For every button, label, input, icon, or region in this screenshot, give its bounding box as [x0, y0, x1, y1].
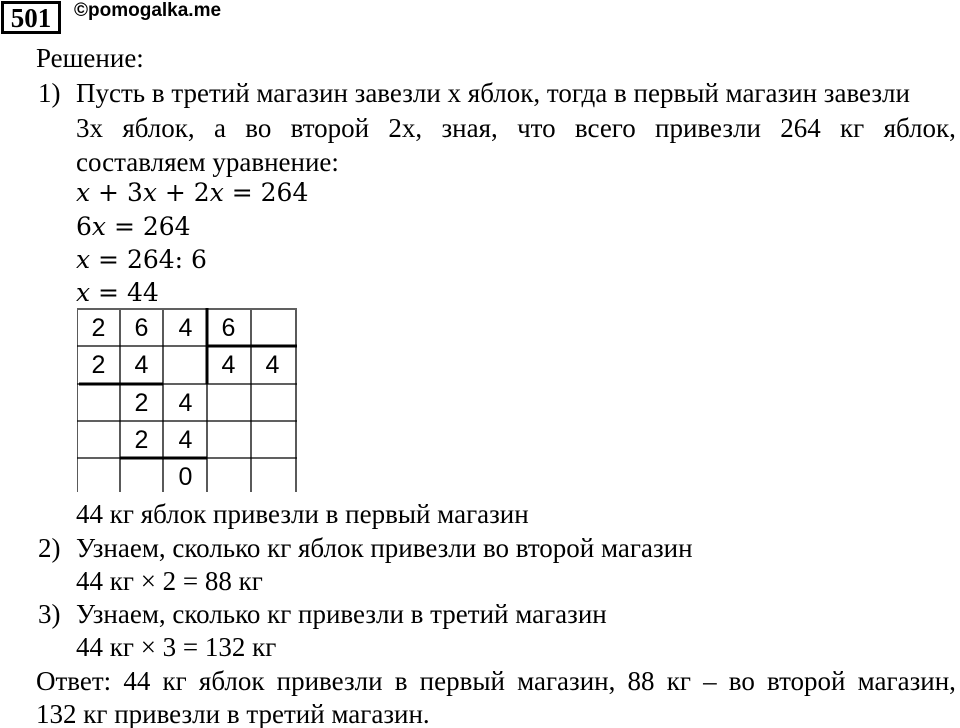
word: во — [245, 113, 272, 143]
equation-2: 6𝑥 = 264 — [76, 212, 191, 241]
step1-result: 44 кг яблок привезли в первый магазин — [76, 499, 529, 529]
word: Ответ: — [36, 666, 112, 696]
digit-cell — [251, 385, 294, 421]
word: кг — [840, 113, 865, 143]
word: 88 — [627, 666, 655, 696]
long-division-grid — [77, 308, 297, 492]
word: – — [703, 666, 717, 696]
digit-cell: 2 — [91, 314, 106, 342]
word: во — [728, 666, 755, 696]
digit-cell: 4 — [178, 314, 193, 342]
digit-cell: 2 — [134, 389, 149, 417]
digit-cell: 4 — [134, 351, 149, 379]
equation-4: 𝑥 = 44 — [76, 278, 159, 307]
word: второй — [767, 666, 846, 696]
step3-text: Узнаем, сколько кг привезли в третий магазин — [76, 599, 607, 629]
word: второй — [290, 113, 370, 143]
digit-cell — [77, 459, 120, 495]
digit-cell — [164, 347, 207, 383]
watermark: ©pomogalka.me — [74, 0, 222, 21]
digit-cell — [251, 310, 294, 346]
word: зная, — [441, 113, 498, 143]
digit-cell: 4 — [221, 351, 236, 379]
step1-line1: Пусть в третий магазин завезли х яблок, тогда в первый магазин завезли — [76, 78, 910, 108]
digit-cell — [207, 385, 250, 421]
word: яблок, — [122, 113, 195, 143]
step2-calc: 44 кг × 2 = 88 кг — [76, 566, 263, 596]
digit-cell: 6 — [221, 314, 236, 342]
word: что — [517, 113, 556, 143]
word: 2х, — [388, 113, 423, 143]
word: 44 — [123, 666, 151, 696]
solution-label: Решение: — [36, 43, 144, 73]
equation-1: 𝑥 + 3𝑥 + 2𝑥 = 264 — [76, 178, 309, 207]
word: магазин, — [517, 666, 616, 696]
digit-cell: 4 — [265, 351, 280, 379]
word: 3х — [76, 113, 103, 143]
digit-cell — [251, 459, 294, 495]
step2-number: 2) — [38, 533, 61, 563]
step1-line3: составляем уравнение: — [76, 147, 339, 177]
equation-3: 𝑥 = 264: 6 — [76, 245, 207, 274]
word: 264 — [780, 113, 821, 143]
digit-cell: 6 — [134, 314, 149, 342]
word: всего — [574, 113, 636, 143]
digit-cell: 2 — [91, 351, 106, 379]
word: в — [394, 666, 408, 696]
word: первый — [419, 666, 505, 696]
word: яблок — [198, 666, 265, 696]
digit-cell — [120, 459, 163, 495]
step3-calc: 44 кг × 3 = 132 кг — [76, 632, 277, 662]
step1-number: 1) — [38, 78, 61, 108]
answer-line1 — [36, 664, 956, 698]
digit-cell — [207, 459, 250, 495]
word: а — [213, 113, 226, 143]
digit-cell — [77, 385, 120, 421]
answer-line2: 132 кг привезли в третий магазин. — [36, 699, 430, 728]
word: магазин, — [857, 666, 956, 696]
word: кг — [666, 666, 691, 696]
digit-cell — [77, 422, 120, 458]
step2-text: Узнаем, сколько кг яблок привезли во второй магазин — [76, 533, 693, 563]
digit-cell: 4 — [178, 426, 193, 454]
digit-cell: 0 — [178, 463, 193, 491]
word: яблок, — [883, 113, 956, 143]
digit-cell: 2 — [134, 426, 149, 454]
word: привезли — [655, 113, 761, 143]
word: привезли — [276, 666, 383, 696]
problem-number: 501 — [1, 1, 61, 34]
digit-cell — [207, 422, 250, 458]
step1-line2 — [76, 111, 956, 145]
digit-cell: 4 — [178, 389, 193, 417]
word: кг — [162, 666, 187, 696]
digit-cell — [251, 422, 294, 458]
step3-number: 3) — [38, 599, 61, 629]
